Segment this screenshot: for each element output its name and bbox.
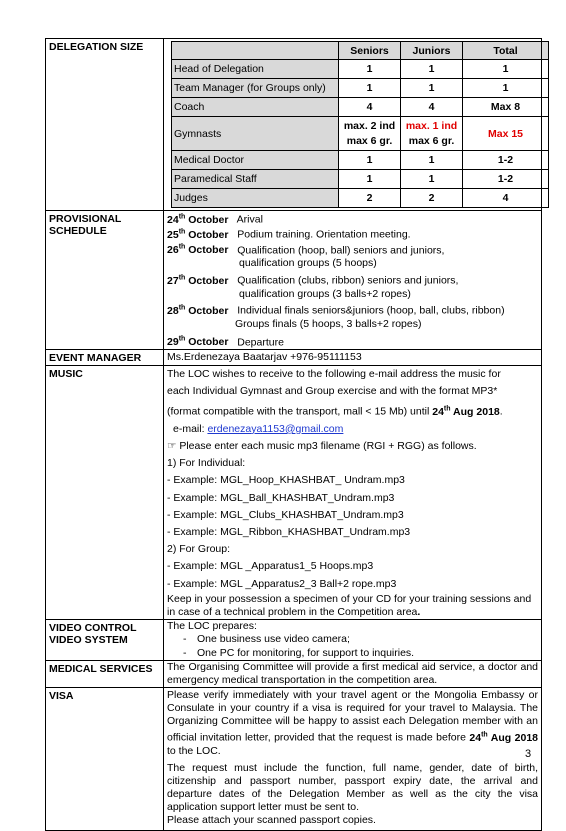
juniors-value: 4 bbox=[401, 98, 463, 117]
visa-p3: Please attach your scanned passport copies. bbox=[167, 813, 376, 826]
schedule-item: 27th October Qualification (clubs, ribbon) seniors and juniors, bbox=[167, 274, 459, 287]
medical-text: The Organising Committee will provide a first medical aid service, a doctor and emergency medical transportation in the competition area. bbox=[164, 661, 542, 688]
delegation-row bbox=[172, 170, 549, 189]
seniors-gr: max 6 gr. bbox=[346, 134, 393, 147]
schedule-item: 25th October Podium training. Orientation meeting. bbox=[167, 228, 411, 241]
row-schedule bbox=[46, 211, 542, 350]
header-seniors: Seniors bbox=[339, 42, 401, 60]
delegation-table bbox=[171, 41, 549, 208]
schedule-text: Podium training. Orientation meeting. bbox=[237, 228, 411, 241]
label-visa: VISA bbox=[46, 688, 164, 831]
role-name: Gymnasts bbox=[172, 117, 339, 151]
juniors-value: 1 bbox=[401, 170, 463, 189]
example-item: - Example: MGL_Ball_KHASHBAT_Undram.mp3 bbox=[167, 491, 395, 504]
schedule-text: Qualification (hoop, ball) seniors and juniors, bbox=[237, 244, 445, 257]
email-link[interactable]: erdenezaya1153@gmail.com bbox=[207, 422, 344, 435]
juniors-ind: max. 1 ind bbox=[405, 119, 458, 132]
delegation-row-gymnasts bbox=[172, 117, 549, 151]
delegation-header-row bbox=[172, 42, 549, 60]
juniors-value: 1 bbox=[401, 79, 463, 98]
delegation-cell bbox=[164, 39, 542, 211]
video-list bbox=[167, 633, 538, 660]
event-manager-value: Ms.Erdenezaya Baatarjav +976-95111153 bbox=[164, 350, 542, 366]
schedule-cell bbox=[164, 211, 542, 350]
video-intro: The LOC prepares: bbox=[167, 619, 257, 632]
schedule-text-cont: qualification groups (5 hoops) bbox=[239, 257, 377, 270]
seniors-value: 1 bbox=[339, 151, 401, 170]
delegation-row bbox=[172, 98, 549, 117]
music-email-line: e-mail: erdenezaya1153@gmail.com bbox=[173, 422, 344, 435]
total-value: 1 bbox=[463, 60, 549, 79]
total-value: Max 8 bbox=[463, 98, 549, 117]
seniors-value: 2 bbox=[339, 189, 401, 208]
total-value: 1 bbox=[463, 79, 549, 98]
juniors-gr: max 6 gr. bbox=[408, 134, 455, 147]
video-item: - One PC for monitoring, for support to inquiries. bbox=[181, 647, 538, 661]
schedule-item: 29th October Departure bbox=[167, 335, 284, 349]
row-event-manager bbox=[46, 350, 542, 366]
seniors-value: 1 bbox=[339, 79, 401, 98]
schedule-text: Departure bbox=[237, 336, 284, 349]
label-event-manager: EVENT MANAGER bbox=[46, 350, 164, 366]
visa-p1: Please verify immediately with your travel agent or the Mongolia Embassy or Consulate in your country if a visa is required for your travel to Malaysia. The Organizing Committee will be happy to assist each Delegation member with an official invitation letter, provided that the request is made before 24th Aug 2018 to the LOC. bbox=[167, 689, 538, 757]
seniors-value bbox=[339, 117, 401, 151]
label-music: MUSIC bbox=[46, 365, 164, 619]
role-name: Team Manager (for Groups only) bbox=[172, 79, 339, 98]
music-p1: The LOC wishes to receive to the following e-mail address the music for bbox=[167, 367, 501, 380]
row-video bbox=[46, 619, 542, 661]
juniors-value: 1 bbox=[401, 151, 463, 170]
juniors-value bbox=[401, 117, 463, 151]
header-blank bbox=[172, 42, 339, 60]
music-p3: (format compatible with the transport, mall < 15 Mb) until 24th Aug 2018. bbox=[167, 405, 503, 418]
example-item: - Example: MGL_Clubs_KHASHBAT_Undram.mp3 bbox=[167, 508, 404, 521]
example-item: - Example: MGL _Apparatus1_5 Hoops.mp3 bbox=[167, 560, 374, 573]
label-delegation-size: DELEGATION SIZE bbox=[46, 39, 164, 211]
role-name: Judges bbox=[172, 189, 339, 208]
total-value: Max 15 bbox=[463, 117, 549, 151]
row-medical bbox=[46, 661, 542, 688]
example-item: - Example: MGL _Apparatus2_3 Ball+2 rope.mp3 bbox=[167, 577, 397, 590]
seniors-value: 1 bbox=[339, 170, 401, 189]
info-table bbox=[45, 38, 542, 831]
delegation-row bbox=[172, 79, 549, 98]
header-juniors: Juniors bbox=[401, 42, 463, 60]
header-total: Total bbox=[463, 42, 549, 60]
role-name: Coach bbox=[172, 98, 339, 117]
group-heading: 2) For Group: bbox=[167, 543, 231, 556]
schedule-item: 26th October Qualification (hoop, ball) seniors and juniors, bbox=[167, 243, 445, 257]
schedule-text: Arival bbox=[236, 213, 263, 226]
row-delegation bbox=[46, 39, 542, 211]
label-medical-services: MEDICAL SERVICES bbox=[46, 661, 164, 688]
music-instruction: ☞ Please enter each music mp3 filename (RGI + RGG) as follows. bbox=[167, 440, 477, 453]
total-value: 4 bbox=[463, 189, 549, 208]
juniors-value: 1 bbox=[401, 60, 463, 79]
delegation-row bbox=[172, 151, 549, 170]
page-number: 3 bbox=[525, 748, 532, 760]
schedule-text: Qualification (clubs, ribbon) seniors and juniors, bbox=[237, 274, 459, 287]
visa-cell bbox=[164, 688, 542, 831]
music-p2: each Individual Gymnast and Group exercise and with the format MP3* bbox=[167, 384, 498, 397]
visa-p2: The request must include the function, full name, gender, date of birth, citizenship and passport number, passport expiry date, the arrival and departure dates of the Delegation Member as well as the city the visa application support letter must be sent to. bbox=[167, 761, 538, 813]
role-name: Medical Doctor bbox=[172, 151, 339, 170]
example-item: - Example: MGL_Ribbon_KHASHBAT_Undram.mp3 bbox=[167, 526, 411, 539]
label-video: VIDEO CONTROL VIDEO SYSTEM bbox=[46, 619, 164, 661]
video-item: - One business use video camera; bbox=[181, 633, 538, 647]
schedule-item: 24th October Arival bbox=[167, 213, 263, 226]
total-value: 1-2 bbox=[463, 170, 549, 189]
schedule-text: Individual finals seniors&juniors (hoop, ball, clubs, ribbon) bbox=[237, 304, 505, 317]
pointing-hand-icon: ☞ bbox=[167, 440, 177, 453]
label-provisional-schedule: PROVISIONAL SCHEDULE bbox=[46, 211, 164, 350]
example-item: - Example: MGL_Hoop_KHASHBAT_ Undram.mp3 bbox=[167, 474, 405, 487]
delegation-row bbox=[172, 60, 549, 79]
row-visa bbox=[46, 688, 542, 831]
video-cell bbox=[164, 619, 542, 661]
seniors-value: 1 bbox=[339, 60, 401, 79]
delegation-row bbox=[172, 189, 549, 208]
schedule-text-cont: Groups finals (5 hoops, 3 balls+2 ropes) bbox=[235, 317, 422, 330]
row-music bbox=[46, 365, 542, 619]
seniors-ind: max. 2 ind bbox=[343, 119, 396, 132]
schedule-item: 28th October Individual finals seniors&juniors (hoop, ball, clubs, ribbon) bbox=[167, 304, 505, 317]
seniors-value: 4 bbox=[339, 98, 401, 117]
individual-heading: 1) For Individual: bbox=[167, 457, 246, 470]
total-value: 1-2 bbox=[463, 151, 549, 170]
role-name: Paramedical Staff bbox=[172, 170, 339, 189]
role-name: Head of Delegation bbox=[172, 60, 339, 79]
music-keep-note: Keep in your possession a specimen of your CD for your training sessions and in case of a technical problem in the Competition area. bbox=[167, 592, 532, 618]
music-cell bbox=[164, 365, 542, 619]
juniors-value: 2 bbox=[401, 189, 463, 208]
schedule-text-cont: qualification groups (3 balls+2 ropes) bbox=[239, 287, 411, 300]
